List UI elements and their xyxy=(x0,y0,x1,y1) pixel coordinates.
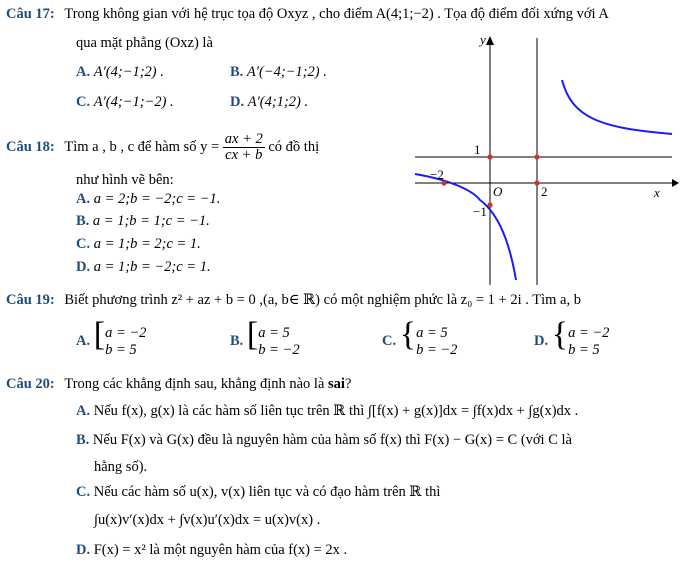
q20-option-d[interactable]: D. F(x) = x² là một nguyên hàm của f(x) = 2x . xyxy=(76,542,348,558)
q18-option-b[interactable]: B. a = 1;b = 1;c = −1. xyxy=(76,213,210,229)
q18-option-c[interactable]: C. a = 1;b = 2;c = 1. xyxy=(76,236,201,252)
q19-option-d[interactable]: D. { a = −2 b = 5 xyxy=(534,316,610,358)
q18-line1 xyxy=(6,132,319,163)
q20-line1 xyxy=(6,376,351,393)
function-graph xyxy=(410,30,680,290)
origin-label: O xyxy=(493,184,503,199)
q17-text2: qua mặt phẳng (Oxz) là xyxy=(76,35,213,51)
q19-line1 xyxy=(6,292,581,309)
x-axis-arrow xyxy=(672,179,679,187)
x-axis-label: x xyxy=(654,185,660,200)
y-axis-arrow xyxy=(486,36,494,45)
q17-option-c[interactable]: C. A′(4;−1;−2) . xyxy=(76,94,174,110)
q17-option-a[interactable]: A. A′(4;−1;2) . xyxy=(76,64,164,80)
q20-option-b[interactable]: B. Nếu F(x) và G(x) đều là nguyên hàm của hàm số f(x) thì F(x) − G(x) = C (với C là xyxy=(76,432,572,448)
tick-label-neg1: −1 xyxy=(473,204,487,219)
point-2-0 xyxy=(534,180,539,185)
q17-option-b[interactable]: B. A′(−4;−1;2) . xyxy=(230,64,327,80)
q19-label: Câu 19: xyxy=(6,292,55,308)
q20-option-b-line2: hằng số). xyxy=(94,459,148,475)
q18-option-a[interactable]: A. a = 2;b = −2;c = −1. xyxy=(76,191,221,207)
point-2-1 xyxy=(534,154,539,159)
q19-option-a[interactable]: A. [ a = −2 b = 5 xyxy=(76,316,147,358)
q18-fraction: $\frac{ax + 2}{cx + b}$ xyxy=(224,131,263,163)
q17-option-d[interactable]: D. A′(4;1;2) . xyxy=(230,94,309,110)
tick-label-2: 2 xyxy=(541,184,548,199)
q20-option-c-formula: ∫u(x)v′(x)dx + ∫v(x)u′(x)dx = u(x)v(x) . xyxy=(94,512,321,528)
q20-text-before: Trong các khẳng định sau, khẳng định nào là xyxy=(64,376,325,392)
q20-option-c[interactable]: C. Nếu các hàm số u(x), v(x) liên tục và có đạo hàm trên ℝ thì xyxy=(76,484,441,500)
q17-label: Câu 17: xyxy=(6,6,55,22)
q18-text2: như hình vẽ bên: xyxy=(76,172,174,188)
point-0-neg1 xyxy=(487,202,492,207)
point-0-1 xyxy=(487,154,492,159)
q17-text: Trong không gian với hệ trục tọa độ Oxyz , cho điểm A(4;1;−2) . Tọa độ điểm đối xứng với A xyxy=(64,6,609,22)
tick-label-neg2: −2 xyxy=(430,167,444,182)
q18-text-before: Tìm a , b , c để hàm số y = xyxy=(64,138,220,155)
q18-label: Câu 18: xyxy=(6,138,55,155)
q18-option-d[interactable]: D. a = 1;b = −2;c = 1. xyxy=(76,259,211,275)
y-axis-label: y xyxy=(480,32,486,47)
q18-text-after: có đồ thị xyxy=(268,138,320,155)
q17-line1 xyxy=(6,6,609,23)
q19-option-c[interactable]: C. { a = 5 b = −2 xyxy=(382,316,458,358)
q20-text-bold: sai xyxy=(328,376,345,392)
curve-right-branch xyxy=(562,80,672,134)
q19-option-b[interactable]: B. [ a = 5 b = −2 xyxy=(230,316,300,358)
q20-option-a[interactable]: A. Nếu f(x), g(x) là các hàm số liên tục trên ℝ thì ∫[f(x) + g(x)]dx = ∫f(x)dx + ∫g(x)dx . xyxy=(76,403,579,419)
q20-label: Câu 20: xyxy=(6,376,55,392)
q19-text: Biết phương trình z² + az + b = 0 ,(a, b∈ ℝ) có một nghiệm phức là z₀ = 1 + 2i . Tìm a, b xyxy=(64,292,581,308)
tick-label-1: 1 xyxy=(474,142,481,157)
q20-text-after: ? xyxy=(344,376,352,392)
